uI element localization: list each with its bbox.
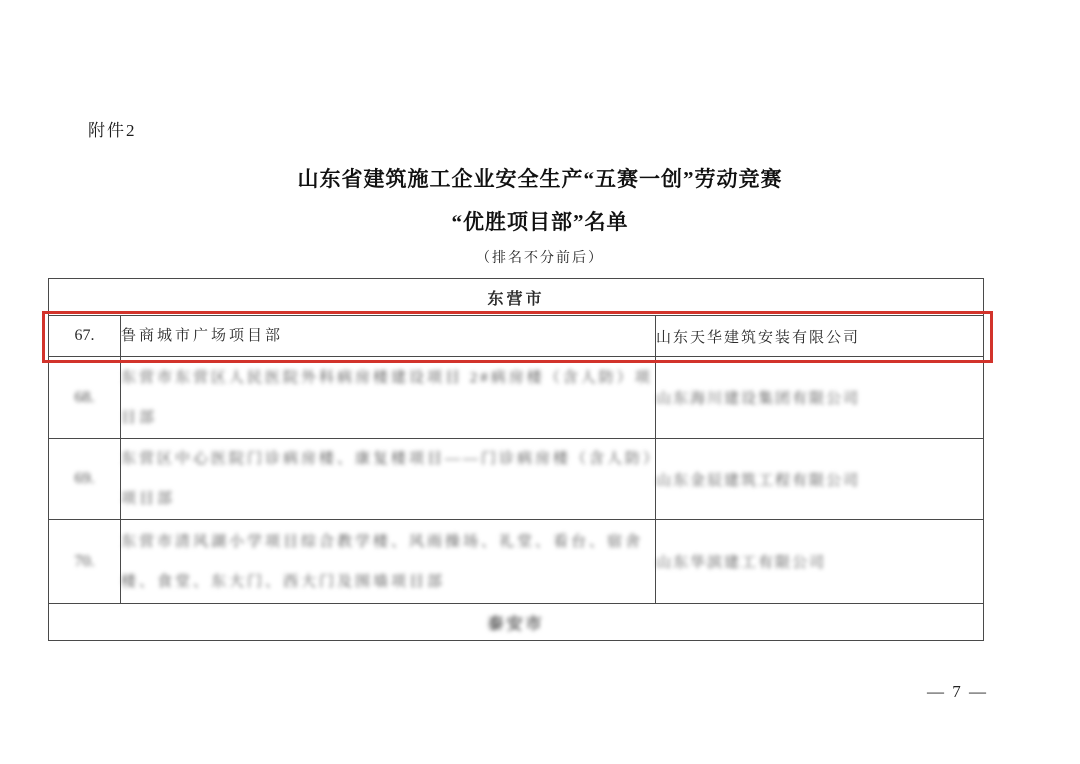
company-name: 山东海川建设集团有限公司 bbox=[656, 391, 861, 407]
table-row bbox=[49, 357, 984, 439]
section-footer-cell bbox=[49, 604, 984, 641]
company-cell bbox=[656, 316, 984, 357]
project-name: 东营区中心医院门诊病房楼、康复楼项目——门诊病房楼（含人防）项目部 bbox=[121, 451, 654, 507]
company-name: 山东金辰建筑工程有限公司 bbox=[656, 472, 861, 489]
attachment-label: 附件2 bbox=[88, 121, 137, 140]
project-cell bbox=[121, 520, 656, 604]
winners-table bbox=[48, 278, 984, 641]
row-number: 68. bbox=[74, 388, 95, 406]
row-number-cell bbox=[49, 357, 121, 439]
project-name: 鲁商城市广场项目部 bbox=[121, 328, 284, 344]
company-name: 山东华滨建工有限公司 bbox=[656, 555, 827, 571]
project-cell bbox=[121, 439, 656, 520]
row-number-cell bbox=[49, 316, 121, 357]
company-name: 山东天华建筑安装有限公司 bbox=[656, 329, 861, 346]
row-number-cell bbox=[49, 520, 121, 604]
city-section-label: 泰安市 bbox=[487, 615, 545, 633]
project-name: 东营市清风湖小学项目综合教学楼、风雨操场、礼堂、看台、宿舍楼、食堂、东大门、西大门及围墙项目部 bbox=[121, 533, 644, 590]
page-number: — 7 — bbox=[927, 682, 988, 701]
row-number: 69. bbox=[74, 470, 95, 487]
section-header-row bbox=[49, 279, 984, 316]
table-row bbox=[49, 316, 984, 357]
row-number: 70. bbox=[74, 552, 95, 570]
section-header-cell bbox=[49, 279, 984, 316]
table-row bbox=[49, 439, 984, 520]
company-cell bbox=[656, 520, 984, 604]
project-cell bbox=[121, 316, 656, 357]
company-cell bbox=[656, 439, 984, 520]
document-title-line1: 山东省建筑施工企业安全生产“五赛一创”劳动竞赛 bbox=[297, 167, 783, 191]
project-name: 东营市东营区人民医院外科病房楼建设项目 2#病房楼（含人防）项目部 bbox=[121, 369, 653, 426]
document-title-line2: “优胜项目部”名单 bbox=[451, 210, 629, 234]
row-number: 67. bbox=[74, 327, 95, 344]
city-section-label: 东营市 bbox=[487, 290, 545, 308]
document-subtitle: （排名不分前后） bbox=[476, 251, 604, 266]
row-number-cell bbox=[49, 439, 121, 520]
table-row bbox=[49, 520, 984, 604]
section-footer-row bbox=[49, 604, 984, 641]
project-cell bbox=[121, 357, 656, 439]
company-cell bbox=[656, 357, 984, 439]
